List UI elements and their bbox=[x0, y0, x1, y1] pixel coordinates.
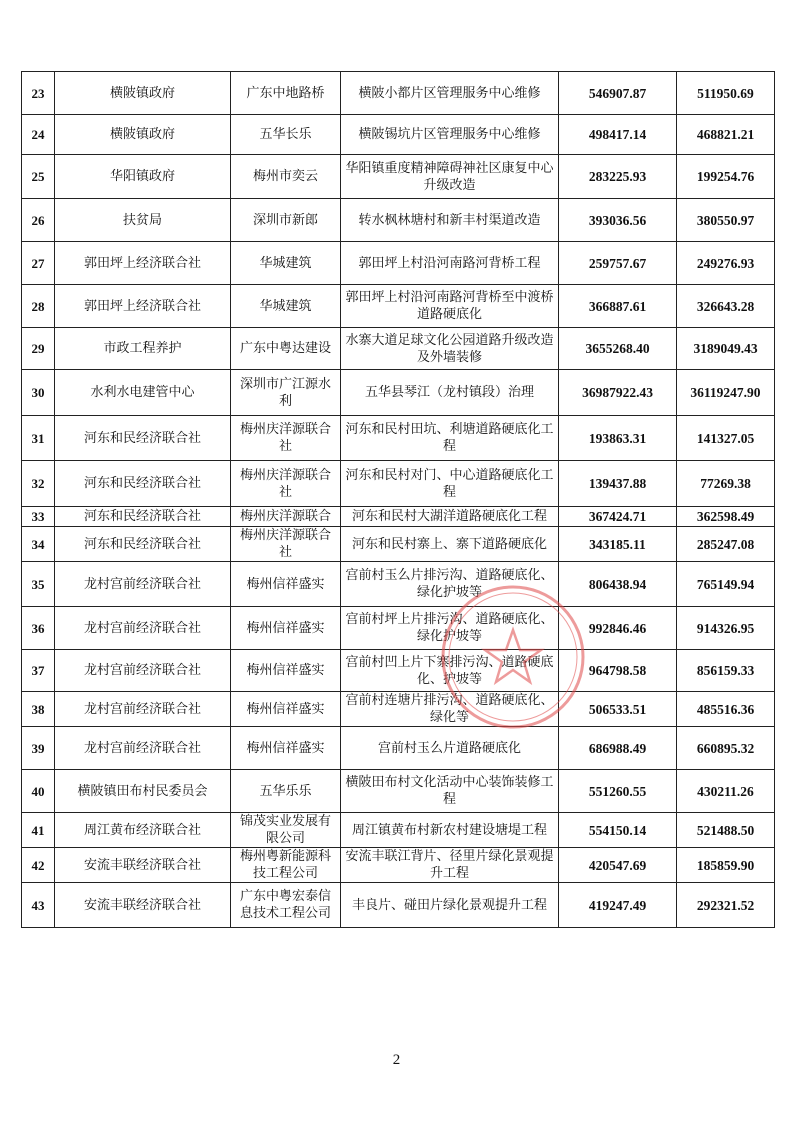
audited-amount-cell: 380550.97 bbox=[677, 199, 775, 242]
project-table bbox=[21, 71, 775, 928]
project-name-cell: 宫前村玉么片道路硬底化 bbox=[341, 727, 559, 770]
unit-cell: 横陂镇田布村民委员会 bbox=[55, 770, 231, 813]
project-name-cell: 宫前村连塘片排污沟、道路硬底化、绿化等 bbox=[341, 692, 559, 727]
amount-cell: 283225.93 bbox=[559, 155, 677, 199]
row-number-cell: 40 bbox=[22, 770, 55, 813]
contractor-cell: 锦茂实业发展有限公司 bbox=[231, 813, 341, 848]
contractor-cell: 五华长乐 bbox=[231, 115, 341, 155]
table-row bbox=[22, 813, 775, 848]
amount-cell: 419247.49 bbox=[559, 883, 677, 928]
table-row bbox=[22, 72, 775, 115]
amount-cell: 139437.88 bbox=[559, 461, 677, 507]
audited-amount-cell: 141327.05 bbox=[677, 416, 775, 461]
project-table-container bbox=[21, 71, 774, 928]
contractor-cell: 梅州庆洋源联合社 bbox=[231, 461, 341, 507]
project-name-cell: 安流丰联江背片、径里片绿化景观提升工程 bbox=[341, 848, 559, 883]
unit-cell: 龙村宫前经济联合社 bbox=[55, 562, 231, 607]
table-row bbox=[22, 328, 775, 370]
project-name-cell: 五华县琴江（龙村镇段）治理 bbox=[341, 370, 559, 416]
table-row bbox=[22, 562, 775, 607]
project-name-cell: 宫前村坪上片排污沟、道路硬底化、绿化护坡等 bbox=[341, 607, 559, 650]
project-name-cell: 宫前村玉么片排污沟、道路硬底化、绿化护坡等 bbox=[341, 562, 559, 607]
table-row bbox=[22, 199, 775, 242]
contractor-cell: 梅州信祥盛实 bbox=[231, 562, 341, 607]
unit-cell: 华阳镇政府 bbox=[55, 155, 231, 199]
amount-cell: 506533.51 bbox=[559, 692, 677, 727]
unit-cell: 河东和民经济联合社 bbox=[55, 461, 231, 507]
amount-cell: 3655268.40 bbox=[559, 328, 677, 370]
amount-cell: 367424.71 bbox=[559, 507, 677, 527]
contractor-cell: 梅州庆洋源联合社 bbox=[231, 416, 341, 461]
project-name-cell: 郭田坪上村沿河南路河背桥至中渡桥道路硬底化 bbox=[341, 285, 559, 328]
amount-cell: 193863.31 bbox=[559, 416, 677, 461]
contractor-cell: 梅州信祥盛实 bbox=[231, 692, 341, 727]
table-row bbox=[22, 770, 775, 813]
table-row bbox=[22, 883, 775, 928]
audited-amount-cell: 326643.28 bbox=[677, 285, 775, 328]
row-number-cell: 30 bbox=[22, 370, 55, 416]
contractor-cell: 梅州庆洋源联合社 bbox=[231, 527, 341, 562]
audited-amount-cell: 511950.69 bbox=[677, 72, 775, 115]
contractor-cell: 梅州信祥盛实 bbox=[231, 607, 341, 650]
row-number-cell: 38 bbox=[22, 692, 55, 727]
row-number-cell: 39 bbox=[22, 727, 55, 770]
row-number-cell: 26 bbox=[22, 199, 55, 242]
audited-amount-cell: 292321.52 bbox=[677, 883, 775, 928]
contractor-cell: 梅州市奕云 bbox=[231, 155, 341, 199]
audited-amount-cell: 249276.93 bbox=[677, 242, 775, 285]
unit-cell: 郭田坪上经济联合社 bbox=[55, 242, 231, 285]
audited-amount-cell: 856159.33 bbox=[677, 650, 775, 692]
table-row bbox=[22, 650, 775, 692]
unit-cell: 龙村宫前经济联合社 bbox=[55, 650, 231, 692]
audited-amount-cell: 660895.32 bbox=[677, 727, 775, 770]
row-number-cell: 32 bbox=[22, 461, 55, 507]
table-body bbox=[22, 72, 775, 928]
amount-cell: 554150.14 bbox=[559, 813, 677, 848]
amount-cell: 259757.67 bbox=[559, 242, 677, 285]
project-name-cell: 华阳镇重度精神障碍神社区康复中心升级改造 bbox=[341, 155, 559, 199]
table-row bbox=[22, 607, 775, 650]
contractor-cell: 梅州信祥盛实 bbox=[231, 727, 341, 770]
project-name-cell: 河东和民村田坑、利塘道路硬底化工程 bbox=[341, 416, 559, 461]
amount-cell: 551260.55 bbox=[559, 770, 677, 813]
unit-cell: 龙村宫前经济联合社 bbox=[55, 692, 231, 727]
unit-cell: 河东和民经济联合社 bbox=[55, 527, 231, 562]
table-row bbox=[22, 727, 775, 770]
contractor-cell: 广东中地路桥 bbox=[231, 72, 341, 115]
table-row bbox=[22, 461, 775, 507]
unit-cell: 横陂镇政府 bbox=[55, 72, 231, 115]
row-number-cell: 28 bbox=[22, 285, 55, 328]
unit-cell: 横陂镇政府 bbox=[55, 115, 231, 155]
audited-amount-cell: 521488.50 bbox=[677, 813, 775, 848]
table-row bbox=[22, 416, 775, 461]
row-number-cell: 35 bbox=[22, 562, 55, 607]
amount-cell: 992846.46 bbox=[559, 607, 677, 650]
audited-amount-cell: 3189049.43 bbox=[677, 328, 775, 370]
audited-amount-cell: 185859.90 bbox=[677, 848, 775, 883]
table-row bbox=[22, 370, 775, 416]
amount-cell: 686988.49 bbox=[559, 727, 677, 770]
contractor-cell: 梅州庆洋源联合 bbox=[231, 507, 341, 527]
contractor-cell: 深圳市新郎 bbox=[231, 199, 341, 242]
audited-amount-cell: 362598.49 bbox=[677, 507, 775, 527]
row-number-cell: 34 bbox=[22, 527, 55, 562]
page-number: 2 bbox=[392, 1052, 401, 1068]
unit-cell: 河东和民经济联合社 bbox=[55, 507, 231, 527]
project-name-cell: 周江镇黄布村新农村建设塘堤工程 bbox=[341, 813, 559, 848]
row-number-cell: 36 bbox=[22, 607, 55, 650]
audited-amount-cell: 914326.95 bbox=[677, 607, 775, 650]
row-number-cell: 41 bbox=[22, 813, 55, 848]
unit-cell: 周江黄布经济联合社 bbox=[55, 813, 231, 848]
amount-cell: 366887.61 bbox=[559, 285, 677, 328]
contractor-cell: 华城建筑 bbox=[231, 242, 341, 285]
audited-amount-cell: 430211.26 bbox=[677, 770, 775, 813]
unit-cell: 市政工程养护 bbox=[55, 328, 231, 370]
amount-cell: 36987922.43 bbox=[559, 370, 677, 416]
project-name-cell: 郭田坪上村沿河南路河背桥工程 bbox=[341, 242, 559, 285]
unit-cell: 安流丰联经济联合社 bbox=[55, 848, 231, 883]
table-row bbox=[22, 692, 775, 727]
unit-cell: 郭田坪上经济联合社 bbox=[55, 285, 231, 328]
amount-cell: 546907.87 bbox=[559, 72, 677, 115]
project-name-cell: 横陂锡坑片区管理服务中心维修 bbox=[341, 115, 559, 155]
row-number-cell: 25 bbox=[22, 155, 55, 199]
row-number-cell: 42 bbox=[22, 848, 55, 883]
table-row bbox=[22, 115, 775, 155]
project-name-cell: 丰良片、碰田片绿化景观提升工程 bbox=[341, 883, 559, 928]
row-number-cell: 27 bbox=[22, 242, 55, 285]
row-number-cell: 23 bbox=[22, 72, 55, 115]
amount-cell: 806438.94 bbox=[559, 562, 677, 607]
table-row bbox=[22, 848, 775, 883]
audited-amount-cell: 36119247.90 bbox=[677, 370, 775, 416]
row-number-cell: 37 bbox=[22, 650, 55, 692]
table-row bbox=[22, 242, 775, 285]
unit-cell: 龙村宫前经济联合社 bbox=[55, 607, 231, 650]
audited-amount-cell: 199254.76 bbox=[677, 155, 775, 199]
project-name-cell: 横陂小都片区管理服务中心维修 bbox=[341, 72, 559, 115]
unit-cell: 龙村宫前经济联合社 bbox=[55, 727, 231, 770]
row-number-cell: 33 bbox=[22, 507, 55, 527]
project-name-cell: 宫前村凹上片下寨排污沟、道路硬底化、护坡等 bbox=[341, 650, 559, 692]
contractor-cell: 深圳市广江源水利 bbox=[231, 370, 341, 416]
contractor-cell: 五华乐乐 bbox=[231, 770, 341, 813]
amount-cell: 498417.14 bbox=[559, 115, 677, 155]
amount-cell: 964798.58 bbox=[559, 650, 677, 692]
audited-amount-cell: 468821.21 bbox=[677, 115, 775, 155]
audited-amount-cell: 77269.38 bbox=[677, 461, 775, 507]
project-name-cell: 水寨大道足球文化公园道路升级改造及外墙装修 bbox=[341, 328, 559, 370]
project-name-cell: 河东和民村大湖洋道路硬底化工程 bbox=[341, 507, 559, 527]
audited-amount-cell: 285247.08 bbox=[677, 527, 775, 562]
amount-cell: 393036.56 bbox=[559, 199, 677, 242]
amount-cell: 420547.69 bbox=[559, 848, 677, 883]
amount-cell: 343185.11 bbox=[559, 527, 677, 562]
table-row bbox=[22, 507, 775, 527]
table-row bbox=[22, 285, 775, 328]
contractor-cell: 广东中粤宏泰信息技术工程公司 bbox=[231, 883, 341, 928]
unit-cell: 河东和民经济联合社 bbox=[55, 416, 231, 461]
contractor-cell: 广东中粤达建设 bbox=[231, 328, 341, 370]
table-row bbox=[22, 527, 775, 562]
unit-cell: 安流丰联经济联合社 bbox=[55, 883, 231, 928]
unit-cell: 水利水电建管中心 bbox=[55, 370, 231, 416]
row-number-cell: 31 bbox=[22, 416, 55, 461]
contractor-cell: 华城建筑 bbox=[231, 285, 341, 328]
project-name-cell: 横陂田布村文化活动中心装饰装修工程 bbox=[341, 770, 559, 813]
project-name-cell: 河东和民村寨上、寨下道路硬底化 bbox=[341, 527, 559, 562]
table-row bbox=[22, 155, 775, 199]
contractor-cell: 梅州信祥盛实 bbox=[231, 650, 341, 692]
contractor-cell: 梅州粤新能源科技工程公司 bbox=[231, 848, 341, 883]
audited-amount-cell: 485516.36 bbox=[677, 692, 775, 727]
row-number-cell: 29 bbox=[22, 328, 55, 370]
project-name-cell: 转水枫林塘村和新丰村渠道改造 bbox=[341, 199, 559, 242]
row-number-cell: 24 bbox=[22, 115, 55, 155]
unit-cell: 扶贫局 bbox=[55, 199, 231, 242]
row-number-cell: 43 bbox=[22, 883, 55, 928]
audited-amount-cell: 765149.94 bbox=[677, 562, 775, 607]
project-name-cell: 河东和民村对门、中心道路硬底化工程 bbox=[341, 461, 559, 507]
